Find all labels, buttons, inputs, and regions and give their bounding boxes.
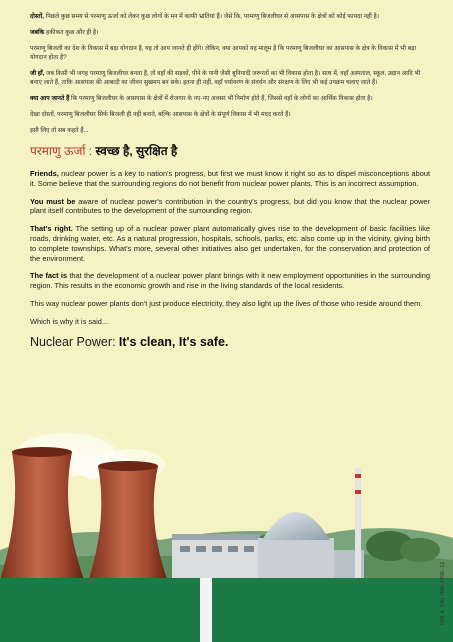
- english-paragraph: That's right. The setting up of a nuclear power plant automatically gives rise to the development of basic facilities like roads, drinking water, etc. As a natural progression, hospitals, schools, parks, etc. also come up in the vicinity, giving birth to complete townships. What's more, several other initiatives also get undertaken, for the conservation and protection of the environment.: [30, 224, 430, 263]
- ground: [0, 578, 453, 642]
- ventilation-stack: [355, 468, 361, 580]
- hindi-paragraph: क्या आप जानते हैं कि परमाणु बिजलीघर के आसपास के क्षेत्रों में रोजगार के नए-नए अवसर भी निर्माण होते हैं, जिससे वहाँ के लोगों का आर्थिक विकास होता है।: [30, 95, 373, 102]
- english-paragraph: Friends, nuclear power is a key to nation's progress, but first we must know it right so as to dispel misconceptions about it. Some believe that the surrounding regions do not benefit from nuclear power plants. This is an incorrect assumption.: [30, 169, 430, 188]
- power-plant-illustration: [0, 400, 453, 642]
- hindi-paragraph: परमाणु बिजली का देश के विकास में बड़ा योगदान है, यह तो आप जानते ही होंगे। लेकिन, क्या आपको यह मालूम है कि परमाणु बिजलीघर का आसपास के क्षेत्र के विकास में भी बड़ा योगदान होता है?: [30, 45, 416, 61]
- hindi-section: [30, 12, 430, 159]
- hindi-paragraph: देखा दोस्तों, परमाणु बिजलीघर सिर्फ बिजली ही नहीं बनाते, बल्कि आसपास के क्षेत्रों के संपूर्ण विकास में भी मदद करते हैं।: [30, 111, 291, 118]
- english-paragraph: The fact is that the development of a nuclear power plant brings with it new employment opportunities in the surrounding region. This results in the economic growth and rise in the living standards of the local residents.: [30, 271, 430, 291]
- text-area: [30, 12, 430, 349]
- road: [200, 578, 212, 642]
- english-heading: Nuclear Power: It's clean, It's safe.: [30, 334, 229, 349]
- english-paragraph: You must be aware of nuclear power's contribution in the country's progress, but did you know that the nuclear power plant itself contributes to the development of the surrounding region.: [30, 196, 430, 216]
- turbine-building: [172, 538, 260, 578]
- english-paragraph: This way nuclear power plants don't just produce electricity, they also light up the lives of those who reside around them.: [30, 298, 423, 308]
- reactor-dome: [262, 512, 330, 540]
- hindi-paragraph: जबकि हकीकत कुछ और ही है।: [30, 29, 99, 36]
- hindi-paragraph: दोस्तों, पिछले कुछ समय से परमाणु ऊर्जा को लेकर कुछ लोगों के मन में काफी भ्रांतियां हैं। जैसे कि, परमाणु बिजलीघर से आसपास के क्षेत्रों को कोई फायदा नहीं है।: [30, 13, 380, 20]
- print-code: HIN & ENG-HOW-1996-12: [440, 561, 446, 625]
- english-section: [30, 169, 430, 349]
- hindi-paragraph: जी हाँ, जब किसी भी जगह परमाणु बिजलीघर बनता है, तो वहाँ की सड़कों, पीने के पानी जैसी बुनियादी जरूरतों का भी विकास होता है। साथ में, वहाँ अस्पताल, स्कूल, उद्यान आदि भी बनाए जाते हैं, ताकि आसपास की आबादी का जीवन सुखमय बन सके। इतना ही नहीं, वहाँ पर्यावरण के संवर्धन और संरक्षण के लिए भी कई उपक्रम चलाए जाते हैं।: [30, 70, 421, 86]
- english-paragraph: Which is why it is said...: [30, 316, 109, 326]
- reactor-base: [258, 538, 334, 580]
- hindi-paragraph: इसी लिए तो सब कहते हैं...: [30, 127, 89, 134]
- cooling-tower-right: [88, 466, 168, 582]
- hindi-heading: परमाणु ऊर्जा : स्वच्छ है, सुरक्षित है: [30, 144, 178, 158]
